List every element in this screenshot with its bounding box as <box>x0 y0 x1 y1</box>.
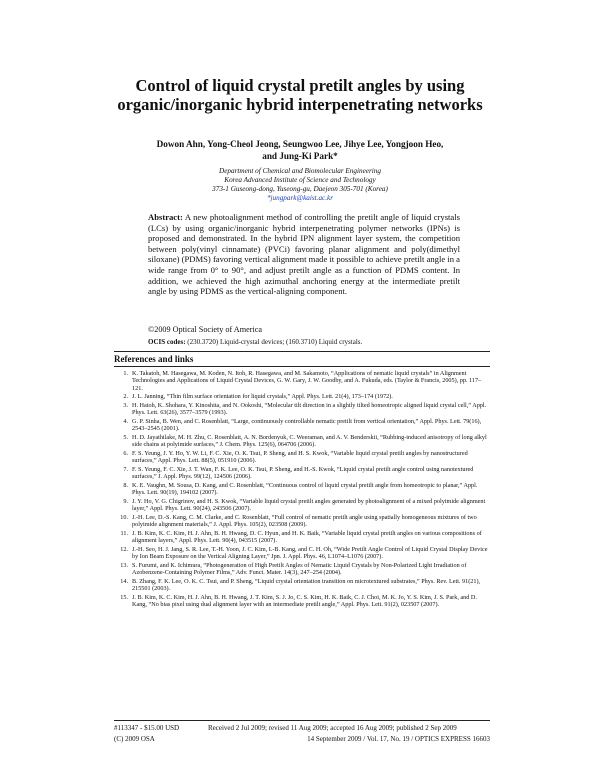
reference-item <box>114 434 490 449</box>
reference-number: 12. <box>120 546 128 553</box>
authors-line-1: Dowon Ahn, Yong-Cheol Jeong, Seungwoo Lee, Jihye Lee, Yongjoon Heo, <box>156 139 444 149</box>
reference-item <box>114 450 490 465</box>
copyright-notice: ©2009 Optical Society of America <box>148 325 262 334</box>
affiliation-line-1: Department of Chemical and Biomolecular Engineering <box>219 167 381 175</box>
divider-footer <box>114 720 490 721</box>
reference-number: 2. <box>123 393 128 401</box>
reference-item <box>114 402 490 417</box>
reference-text: J.-H. Seo, H. J. Jang, S. R. Lee, T.-H. Yoon, J. C. Kim, I.-B. Kang, and C. H. Oh, “Wide Pretilt Angle Control of Liquid Crystal Display Device by Ion Beam Exposure on the Vertical Aligning Layer,” Jpn. J. Appl. Phys. 46, L1074–L1076 (2007). <box>132 546 488 561</box>
reference-text: H. Hatoh, K. Shohara, Y. Kinoshita, and N. Ookoshi, “Molecular tilt direction in a slightly tilted homeotropic aligned liquid crystal cell,” Appl. Phys. Lett. 63(26), 3577–3579 (1993). <box>132 402 487 417</box>
reference-text: J. L. Janning, “Thin film surface orientation for liquid crystals,” Appl. Phys. Lett. 21(4), 173–174 (1972). <box>132 393 393 401</box>
reference-item <box>114 578 490 593</box>
reference-item <box>114 418 490 433</box>
reference-list <box>114 370 490 610</box>
reference-text: F. S. Yeung, F. C. Xie, J. T. Wan, F. K. Lee, O. K. Tsui, P. Sheng, and H.-S. Kwok, “Liquid crystal pretilt angle control using nanotextured surfaces,” J. Appl. Phys. 99(12), 124506 (2006). <box>132 466 474 481</box>
reference-number: 15. <box>120 594 128 601</box>
footer-copyright: (C) 2009 OSA <box>114 735 155 743</box>
authors-line-2: and Jung-Ki Park* <box>262 151 338 161</box>
reference-number: 11. <box>120 530 128 537</box>
reference-item <box>114 514 490 529</box>
ocis-text: (230.3720) Liquid-crystal devices; (160.3710) Liquid crystals. <box>187 338 363 346</box>
abstract-text: A new photoalignment method of controlling the pretilt angle of liquid crystals (LCs) by using organic/inorganic hybrid interpenetrating polymer networks (IPNs) is proposed and demonstrated. In the hybrid IPN alignment layer system, the competition between poly(vinyl cinnamate) (PVCi) favoring planar alignment and poly(dimethyl siloxane) (PDMS) favoring vertical alignment made it possible to achieve pretilt angle in a wide range from 0° to 90°, and adjust pretilt angle as a function of PDMS content. In addition, we achieved the high azimuthal anchoring energy at the intermediate pretilt angle by using PDMS as the vertical-aligning component. <box>148 212 460 297</box>
reference-number: 10. <box>120 514 128 521</box>
ocis-codes <box>148 338 488 346</box>
divider-top <box>114 351 490 352</box>
reference-text: F. S. Yeung, J. Y. Ho, Y. W. Li, F. C. Xie, O. K. Tsui, P. Sheng, and H. S. Kwok, “Variable liquid crystal pretilt angles by nanostructured surfaces,” Appl. Phys. Lett. 88(5), 051910 (2006). <box>132 450 468 465</box>
abstract-label: Abstract: <box>148 212 183 222</box>
reference-number: 14. <box>120 578 128 585</box>
paper-title: Control of liquid crystal pretilt angles by using organic/inorganic hybrid interpenetrating networks <box>117 76 483 114</box>
author-email-link[interactable]: *jungpark@kaist.ac.kr <box>266 194 334 202</box>
reference-item <box>114 466 490 481</box>
reference-item <box>114 562 490 577</box>
reference-text: K. E. Vaughn, M. Sousa, D. Kang, and C. Rosenblatt, “Continuous control of liquid crystal pretilt angle from homeotropic to planar,” Appl. Phys. Lett. 90(19), 194102 (2007). <box>132 482 478 497</box>
journal-issue: 14 September 2009 / Vol. 17, No. 19 / OPTICS EXPRESS 16603 <box>307 735 490 743</box>
reference-number: 6. <box>123 450 128 457</box>
reference-item <box>114 546 490 561</box>
reference-item <box>114 498 490 513</box>
received-dates: Received 2 Jul 2009; revised 11 Aug 2009; accepted 16 Aug 2009; published 2 Sep 2009 <box>208 724 457 732</box>
affiliation <box>150 167 450 203</box>
reference-text: J. Y. Ho, V. G. Chigrinov, and H. S. Kwok, “Variable liquid crystal pretilt angles generated by photoalignment of a mixed polyimide alignment layer,” Appl. Phys. Lett. 90(24), 243506 (2007). <box>132 498 486 513</box>
reference-text: G. P. Sinha, B. Wen, and C. Rosenblatt, “Large, continuously controllable nematic pretilt from vertical orientation,” Appl. Phys. Lett. 79(16), 2543–2545 (2001). <box>132 418 482 433</box>
author-list <box>110 138 490 162</box>
reference-item <box>114 594 490 609</box>
doc-id: #113347 - $15.00 USD <box>114 724 180 732</box>
reference-text: J. B. Kim, K. C. Kim, H. J. Ahn, B. H. Hwang, J. T. Kim, S. J. Jo, C. S. Kim, H. K. Baik, C. J. Choi, M. K. Jo, Y. S. Kim, J. S. Park, and D. Kang, “No bias pixel using dual alignment layer with an intermediate pretilt angle,” Appl. Phys. Lett. 91(2), 023507 (2007). <box>132 594 477 609</box>
reference-text: S. Furumi, and K. Ichimura, “Photogeneration of High Pretilt Angles of Nematic Liquid Crystals by Non-Polarized Light Irradiation of Azobenzene-Containing Polymer Films,” Adv. Funct. Mater. 14(3), 247–254 (2004). <box>132 562 467 577</box>
reference-number: 4. <box>123 418 128 425</box>
reference-text: J.-H. Lee, D.-S. Kang, C. M. Clarke, and C. Rosenblatt, “Full control of nematic pretilt angle using spatially homogeneous mixtures of two polyimide alignment materials,” J. Appl. Phys. 105(2), 023508 (2009). <box>132 514 477 529</box>
reference-number: 8. <box>123 482 128 489</box>
ocis-label: OCIS codes: <box>148 338 186 346</box>
reference-number: 7. <box>123 466 128 473</box>
reference-item <box>114 370 490 392</box>
reference-item <box>114 482 490 497</box>
reference-item <box>114 393 490 400</box>
reference-text: J. B. Kim, K. C. Kim, H. J. Ahn, B. H. Hwang, D. C. Hyun, and H. K. Baik, “Variable liquid crystal pretilt angles on various compositions of alignment layers,” Appl. Phys. Lett. 90(4), 043515 (2007). <box>132 530 482 545</box>
reference-item <box>114 530 490 545</box>
reference-number: 9. <box>123 498 128 505</box>
affiliation-line-3: 373-1 Guseong-dong, Yuseong-gu, Daejeon 305-701 (Korea) <box>212 185 388 193</box>
divider-refs <box>114 366 490 367</box>
reference-text: K. Takatoh, M. Hasegawa, M. Koden, N. Itoh, R. Hasegawa, and M. Sakamoto, “Applications of nematic liquid crystals” in Alignment Technologies and Applications of Liquid Crystal Devices, G. W. Gary, J. W. Goodby, and A. Fukuda, eds. (Taylor & Francis, 2005), pp. 117–121. <box>132 370 482 392</box>
reference-number: 1. <box>123 370 128 377</box>
reference-number: 13. <box>120 562 128 569</box>
reference-number: 5. <box>123 434 128 441</box>
abstract <box>148 212 460 297</box>
references-heading: References and links <box>114 354 194 364</box>
affiliation-line-2: Korea Advanced Institute of Science and Technology <box>224 176 376 184</box>
reference-text: H. D. Jayathilake, M. H. Zhu, C. Rosenblatt, A. N. Bordenyuk, C. Weeraman, and A. V. Benderskii, “Rubbing-induced anisotropy of long alkyl side chains at polyimide surfaces,” J. Chem. Phys. 125(6), 064706 (2006). <box>132 434 487 449</box>
reference-text: B. Zhang, F. K. Lee, O. K. C. Tsui, and P. Sheng, “Liquid crystal orientation transition on microtextured substrates,” Phys. Rev. Lett. 91(21), 215501 (2003). <box>132 578 481 593</box>
reference-number: 3. <box>123 402 128 409</box>
